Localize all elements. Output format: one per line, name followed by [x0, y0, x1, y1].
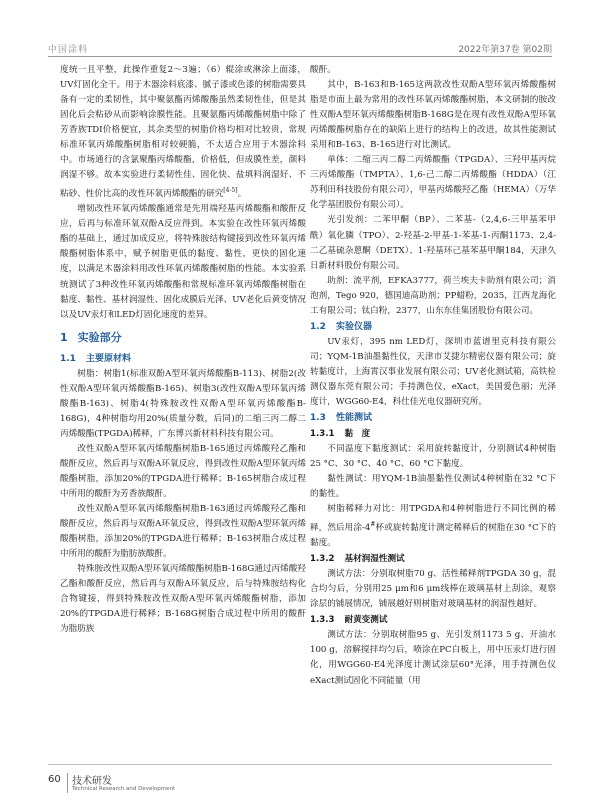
paragraph-text: 杯或旋转黏度计测定稀释后的树脂在30 °C下的黏度。 — [310, 523, 557, 549]
paragraph: 单体：二缩三丙二醇二丙烯酸酯（TPGDA）、三羟甲基丙烷三丙烯酸酯（TMPTA）、1,6-己二醇二丙烯酸酯（HDDA）（江苏利田科技股份有限公司），甲基丙烯酸羟乙酯（HEMA）（万华化学基团股份有限公司）。 — [310, 155, 556, 211]
column-name-english: Technical Research and Development — [72, 786, 176, 792]
section-title: 性能测试 — [335, 413, 372, 424]
paragraph: 助剂：流平剂，EFKA3777，荷兰埃夫卡助剂有限公司；消泡剂，Tego 920，德国迪高助剂；PP蜡粉，2035，江西龙海化工有限公司；钛白粉，2377，山东东佳集团股份有限公司。 — [310, 275, 556, 316]
section-number: 1.3.2 — [310, 554, 335, 565]
right-column — [310, 63, 556, 689]
page-footer — [48, 764, 552, 804]
section-title: 实验仪器 — [335, 321, 372, 332]
section-title: 主要原材料 — [85, 353, 131, 364]
citation: [4-5] — [223, 187, 238, 195]
subsection-heading — [60, 351, 306, 367]
paragraph-text: 。 — [237, 189, 247, 200]
issue-info: 2022年第37卷 第02期 — [458, 45, 552, 55]
section-heading — [60, 329, 306, 347]
paragraph: 改性双酚A型环氧丙烯酸酯树脂B-165通过丙烯酸羟乙酯和酸酐反应，然后再与双酚A环氧反应，得到改性双酚A型环氧丙烯酸酯树脂，添加20%的TPGDA进行稀释；B-165树脂合成过程中所用的酸酐为芳香族酸酐。 — [60, 443, 306, 500]
paragraph: 光引发剂：二苯甲酮（BP）、二苯基-（2,4,6-三甲基苯甲酰）氧化膦（TPO）、2-羟基-2-甲基-1-苯基-1-丙酮1173、2,4-二乙基硫杂蒽酮（DETX）、1-羟基环己基苯基甲酮184，天津久日新材料股份有限公司。 — [310, 215, 556, 271]
subsection-heading — [310, 410, 556, 426]
paragraph: 黏性测试：用YQM-1B油墨黏性仪测试4种树脂在32 °C下的黏性。 — [310, 474, 556, 500]
paragraph: 改性双酚A型环氧丙烯酸酯树脂B-163通过丙烯酸羟乙酯和酸酐反应，然后再与双酚A环氧反应，得到改性双酚A型环氧丙烯酸酯树脂，添加20%的TPGDA进行稀释；B-163树脂合成过程中所用的酸酐为脂肪族酸酐。 — [60, 504, 306, 560]
paragraph: 测试方法：分别取树脂95 g、光引发剂1173 5 g、开油水100 g，溶解搅拌均匀后，喷涂在PC白板上，用中压汞灯进行固化，用WGG60-E4光泽度计测试涂层60°光泽，用手持测色仪eXact测试固化不同能量（用 — [310, 630, 556, 686]
paragraph: 测试方法：分别取树脂70 g、活性稀释剂TPGDA 30 g，混合均匀后，分别用25 μm和6 μm线棒在玻璃基材上刮涂，观察涂层的铺展情况，铺展越好则树脂对玻璃基材的润湿性越好。 — [310, 569, 556, 610]
paragraph: UV汞灯，395 nm LED灯，深圳市蓝谱里克科技有限公司；YQM-1B油墨黏性仪，天津市艾捷尔精密仪器有限公司；旋转黏度计，上海霄汉事业发展有限公司；UV老化测试箱，高铁检测仪器东莞有限公司；手持测色仪，eXact，美国爱色丽；光泽度计，WGG60-E4，科仕佳光电仪器研究所。 — [310, 336, 556, 407]
section-number: 1 — [60, 330, 68, 344]
paragraph — [310, 502, 556, 551]
header-rule — [48, 56, 552, 57]
section-number: 1.3 — [310, 413, 326, 424]
section-number: 1.3.3 — [310, 615, 335, 626]
page-header — [0, 0, 600, 58]
paragraph: 酸酐。 — [310, 65, 336, 75]
footer-rule — [48, 764, 552, 765]
paragraph: 其中，B-163和B-165这两款改性双酚A型环氧丙烯酸酯树脂是市面上最为常用的改性环氧丙烯酸酯树脂，本文研制的胺改性双酚A型环氧丙烯酸酯树脂B-168G是在现有改性双酚A型环氧丙烯酸酯树脂存在的缺陷上进行的结构上的改进，故其性能测试采用和B-163、B-165进行对比测试。 — [310, 80, 556, 151]
column-name: 技术研发 — [72, 776, 112, 787]
paragraph: 不同温度下黏度测试：采用旋转黏度计，分别测试4种树脂25 °C、30 °C、40 °C、60 °C下黏度。 — [310, 444, 556, 470]
paragraph-text: 度统一且平整，此操作重复2～3遍；（6）辊涂或淋涂上面漆，UV灯固化全干。用于木器涂料底漆、腻子漆或色漆的树脂需要具备有一定的柔韧性，其中聚氨酯丙烯酸酯虽然柔韧性佳，但是其固化后会粘砂从而影响涂膜性能。且聚氨酯丙烯酸酯树脂中除了芳香族TDI价格便宜，其余类型的树脂价格均相对比较贵，常规标准环氧丙烯酸酯树脂相对较硬脆，不太适合应用于木器涂料中。市场通行的含氯聚酯丙烯酸酯，价格低，但成膜性差，颜料润湿不够。故本实验进行柔韧性佳、固化快、盐填料润湿好、不粘砂、性价比高的改性环氧丙烯酸酯的研究 — [60, 65, 306, 200]
subsubsection-heading — [310, 612, 556, 628]
section-title: 耐黄变测试 — [344, 615, 388, 626]
left-column — [60, 63, 306, 638]
superscript: # — [370, 521, 376, 529]
section-title: 实验部分 — [77, 330, 122, 344]
section-title: 黏 度 — [344, 429, 371, 440]
subsubsection-heading — [310, 426, 556, 442]
paragraph: 特殊胺改性双酚A型环氧丙烯酸酯树脂B-168G通过丙烯酸羟乙酯和酸酐反应，然后再与双酚A环氧反应，后与特殊胺结构化合物键接，得到特殊胺改性双酚A型环氧丙烯酸酯树脂，添加20%的TPGDA进行稀释；B-168G树脂合成过程中所用的酸酐为脂肪族 — [60, 564, 306, 635]
section-number: 1.2 — [310, 321, 326, 332]
page-number: 60 — [48, 774, 61, 785]
paragraph: 增韧改性环氧丙烯酸酯通常是先用端羟基丙烯酸酯和酸酐反应，后再与标准环氧双酚A反应得到。本实验在改性环氧丙烯酸酯的基础上，通过加成反应，将特殊胺结构键接到改性环氧丙烯酸酯树脂体系中，赋予树脂更低的黏度、黏性，更快的固化速度，以满足木器涂料用改性环氧丙烯酸酯树脂的性能。本实验系统测试了3种改性环氧丙烯酸酯和常规标准环氧丙烯酸酯树脂在黏度、黏性、基材润湿性、固化成膜后光泽、UV老化后黄变情况以及UV汞灯和LED灯固化速度的差异。 — [60, 204, 306, 320]
journal-name: 中国涂料 — [48, 45, 89, 55]
footer-divider — [67, 773, 68, 793]
paragraph: 树脂：树脂1(标准双酚A型环氧丙烯酸酯B-113)、树脂2(改性双酚A型环氧丙烯酸酯B-165)、树脂3(改性双酚A型环氧丙烯酸酯B-163)、树脂4(特殊胺改性双酚A型环氧丙烯酸酯B-168G)，4种树脂均用20%(质量分数，后同)的二缩三丙二醇二丙烯酸酯(TPGDA)稀释，广东博兴新材料科技有限公司。 — [60, 368, 306, 439]
section-title: 基材润湿性测试 — [344, 554, 405, 565]
paragraph-text: 树脂稀释力对比：用TPGDA和4种树脂进行不同比例的稀释，然后用涂-4 — [310, 504, 556, 534]
section-number: 1.1 — [60, 353, 76, 364]
section-number: 1.3.1 — [310, 429, 335, 440]
subsubsection-heading — [310, 551, 556, 567]
subsection-heading — [310, 319, 556, 335]
paragraph — [60, 63, 306, 202]
